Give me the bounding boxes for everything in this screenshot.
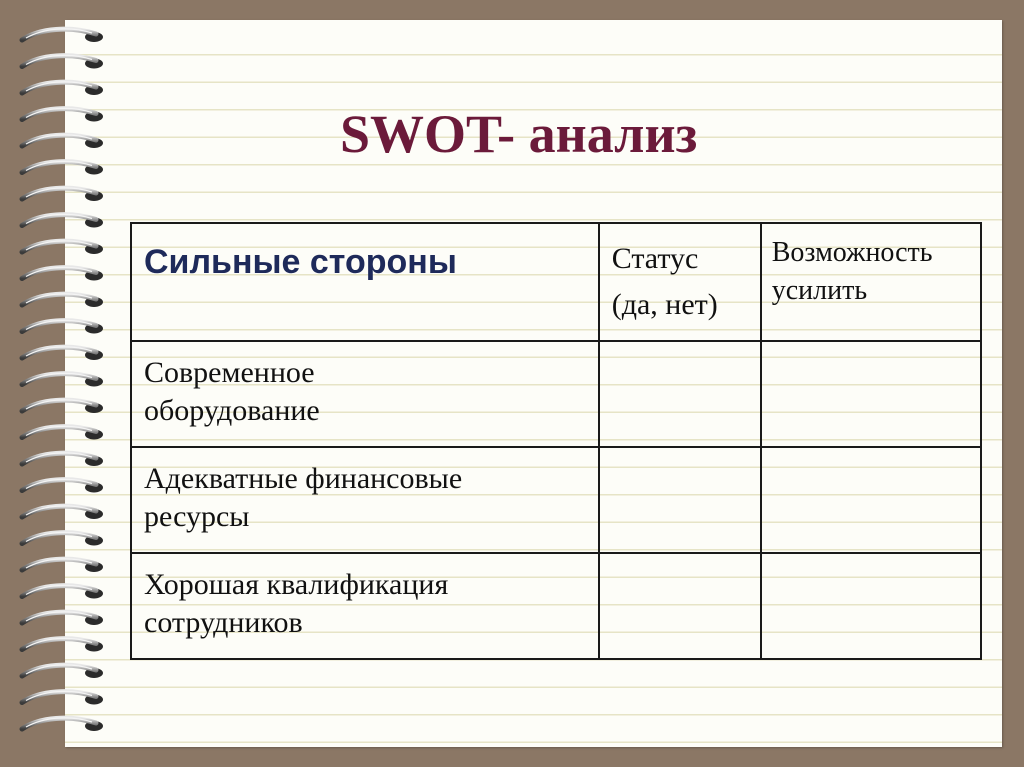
- spiral-ring: [22, 638, 103, 651]
- strength-cell: [131, 447, 599, 553]
- header-improve-line1: Возможность: [771, 237, 933, 268]
- spiral-ring: [22, 612, 103, 625]
- spiral-ring: [22, 718, 103, 731]
- header-status: [599, 223, 761, 341]
- spiral-ring: [22, 347, 103, 360]
- spiral-ring: [22, 691, 103, 704]
- header-status-hint: (да, нет): [611, 288, 718, 321]
- spiral-ring: [22, 479, 103, 492]
- spiral-ring: [22, 320, 103, 333]
- spiral-ring: [22, 532, 103, 545]
- spiral-ring: [22, 82, 103, 95]
- header-status-label: Статус: [611, 242, 699, 275]
- header-strengths: [131, 223, 599, 341]
- spiral-ring: [22, 453, 103, 466]
- spiral-ring: [22, 188, 103, 201]
- table-row: [131, 553, 981, 659]
- strength-line2: сотрудников: [144, 606, 303, 639]
- spiral-ring: [22, 506, 103, 519]
- strength-cell: [131, 553, 599, 659]
- spiral-ring: [22, 55, 103, 68]
- spiral-ring: [22, 29, 103, 42]
- spiral-ring: [22, 267, 103, 280]
- status-cell[interactable]: [599, 553, 761, 659]
- swot-table: [130, 222, 982, 660]
- spiral-ring: [22, 585, 103, 598]
- strength-line2: оборудование: [144, 394, 320, 427]
- spiral-ring: [22, 294, 103, 307]
- spiral-ring: [22, 400, 103, 413]
- header-improve-line2: усилить: [771, 275, 868, 306]
- improve-cell[interactable]: [761, 447, 981, 553]
- spiral-ring: [22, 373, 103, 386]
- spiral-ring: [22, 241, 103, 254]
- spiral-ring: [22, 559, 103, 572]
- table-row: [131, 341, 981, 447]
- header-improve: [761, 223, 981, 341]
- improve-cell[interactable]: [761, 553, 981, 659]
- strength-line1: Современное: [144, 356, 315, 389]
- slide-title: SWOT- анализ: [340, 104, 698, 164]
- improve-cell[interactable]: [761, 341, 981, 447]
- spiral-ring: [22, 214, 103, 227]
- table-row: [131, 447, 981, 553]
- spiral-ring: [22, 108, 103, 121]
- header-strengths-label: Сильные стороны: [144, 243, 457, 281]
- strength-line2: ресурсы: [144, 500, 250, 533]
- strength-line1: Хорошая квалификация: [144, 568, 449, 601]
- spiral-binding: [0, 0, 130, 767]
- spiral-ring: [22, 665, 103, 678]
- strength-cell: [131, 341, 599, 447]
- spiral-ring: [22, 426, 103, 439]
- table-header-row: [131, 223, 981, 341]
- status-cell[interactable]: [599, 341, 761, 447]
- spiral-ring: [22, 135, 103, 148]
- status-cell[interactable]: [599, 447, 761, 553]
- strength-line1: Адекватные финансовые: [144, 462, 463, 495]
- spiral-ring: [22, 161, 103, 174]
